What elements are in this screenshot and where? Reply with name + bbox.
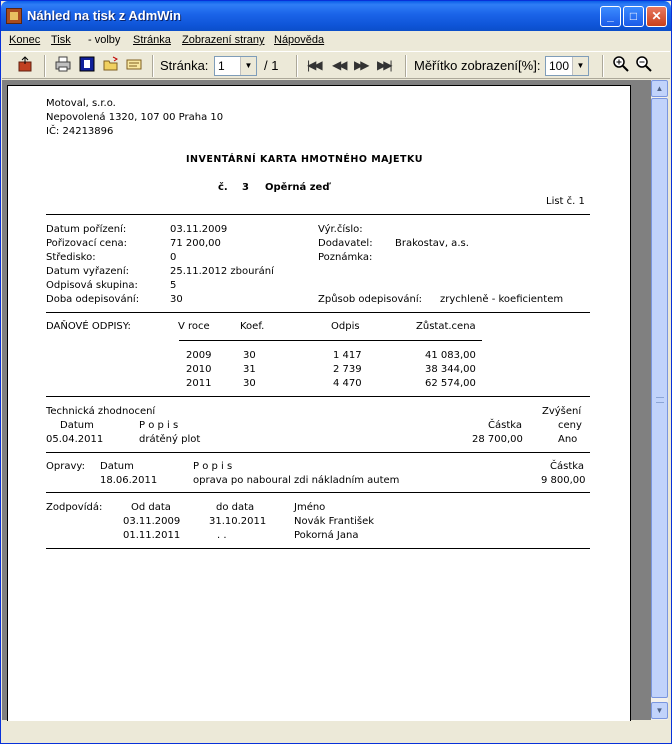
previous-page-icon[interactable]: ◀◀ [332, 58, 345, 72]
table-cell: 18.06.2011 [100, 475, 158, 486]
toolbar-separator [602, 55, 604, 77]
toolbar [2, 51, 670, 79]
zoom-select-value: 100 [549, 59, 570, 73]
last-page-icon[interactable]: ▶▶| [377, 58, 390, 72]
menu-stranka[interactable] [133, 34, 171, 46]
column-header: V roce [178, 321, 210, 332]
menu-bar [2, 31, 670, 51]
number-prefix: č. [218, 182, 228, 193]
vertical-scrollbar[interactable] [651, 80, 668, 720]
field-value: 71 200,00 [170, 238, 221, 249]
zoom-label: Měřítko zobrazení[%]: [414, 58, 541, 73]
table-cell: 9 800,00 [541, 475, 586, 486]
divider [46, 312, 590, 313]
divider [46, 452, 590, 453]
field-value: zrychleně - koeficientem [440, 294, 564, 305]
company-ic: IČ: 24213896 [46, 126, 114, 137]
menu-napoveda-label: Nápověda [274, 34, 325, 46]
company-name: Motoval, s.r.o. [46, 98, 116, 109]
close-button[interactable]: ✕ [646, 6, 667, 27]
table-cell: 28 700,00 [472, 434, 523, 445]
field-label: Doba odepisování: [46, 294, 140, 305]
opravy-label: Opravy: [46, 461, 85, 472]
zhodnoceni-label: Technická zhodnocení [46, 406, 156, 417]
table-cell: 38 344,00 [425, 364, 476, 375]
toolbar-separator [296, 55, 298, 77]
company-address: Nepovolená 1320, 107 00 Praha 10 [46, 112, 224, 123]
divider [179, 340, 482, 341]
page-select-value: 1 [218, 59, 225, 73]
menu-stranka-label: Stránka [133, 34, 171, 46]
field-label: Středisko: [46, 252, 96, 263]
table-cell: 01.11.2011 [123, 530, 181, 541]
column-header: Koef. [240, 321, 265, 332]
column-header: ceny [558, 420, 582, 431]
table-cell: 62 574,00 [425, 378, 476, 389]
table-cell: 31.10.2011 [209, 516, 267, 527]
menu-zobrazeni-label: Zobrazení strany [182, 34, 265, 46]
printer-settings-icon[interactable] [78, 55, 96, 75]
minimize-button[interactable]: _ [600, 6, 621, 27]
zoom-out-icon[interactable] [635, 55, 653, 75]
document-heading: INVENTÁRNÍ KARTA HMOTNÉHO MAJETKU [186, 154, 423, 165]
field-value: 30 [170, 294, 183, 305]
open-file-icon[interactable] [102, 55, 120, 75]
field-label: Pořizovací cena: [46, 238, 128, 249]
table-cell: Novák František [294, 516, 375, 527]
field-label: Odpisová skupina: [46, 280, 138, 291]
page-label: Stránka: [160, 58, 209, 73]
table-cell: 30 [243, 350, 256, 361]
chevron-down-icon[interactable]: ▼ [240, 57, 256, 75]
maximize-button[interactable]: □ [623, 6, 644, 27]
window-title: Náhled na tisk z AdmWin [27, 8, 181, 23]
print-icon[interactable] [54, 55, 72, 75]
field-value: 03.11.2009 [170, 224, 228, 235]
table-cell: 2011 [186, 378, 212, 389]
column-header: Odpis [331, 321, 360, 332]
column-header: P o p i s [193, 461, 233, 472]
table-cell: 2010 [186, 364, 212, 375]
table-cell: 1 417 [333, 350, 362, 361]
asset-number: 3 [242, 182, 249, 193]
email-icon[interactable] [125, 55, 143, 75]
field-label: Datum pořízení: [46, 224, 127, 235]
table-cell: Ano [558, 434, 578, 445]
list-number: List č. 1 [546, 196, 585, 207]
field-value: 5 [170, 280, 177, 291]
toolbar-separator [44, 55, 46, 77]
table-cell: 4 470 [333, 378, 362, 389]
table-cell: 41 083,00 [425, 350, 476, 361]
scroll-up-icon[interactable]: ▲ [651, 80, 668, 97]
table-cell: . . [217, 530, 227, 541]
column-header: P o p i s [139, 420, 179, 431]
column-header: Částka [550, 461, 584, 472]
column-header: do data [216, 502, 255, 513]
table-cell: 05.04.2011 [46, 434, 104, 445]
toolbar-separator [405, 55, 407, 77]
column-header: Datum [60, 420, 94, 431]
title-bar[interactable] [1, 1, 671, 31]
table-cell: 03.11.2009 [123, 516, 181, 527]
menu-zobrazeni[interactable] [182, 34, 265, 46]
zoom-select[interactable] [545, 56, 589, 76]
field-value: 0 [170, 252, 177, 263]
menu-tisk-label: Tisk [51, 34, 71, 46]
menu-napoveda[interactable] [274, 34, 324, 46]
menu-volby[interactable]: - volby [88, 34, 121, 46]
next-page-icon[interactable]: ▶▶ [354, 58, 367, 72]
chevron-down-icon[interactable]: ▼ [572, 57, 588, 75]
table-cell: 2009 [186, 350, 212, 361]
table-cell: 2 739 [333, 364, 362, 375]
field-value: Brakostav, a.s. [395, 238, 469, 249]
toolbar-separator [152, 55, 154, 77]
table-cell: 30 [243, 378, 256, 389]
divider [46, 492, 590, 493]
page-total: / 1 [264, 58, 279, 73]
status-bar [2, 721, 670, 743]
zoom-in-icon[interactable] [612, 55, 630, 75]
odpisy-label: DAŇOVÉ ODPISY: [46, 321, 131, 332]
field-label: Datum vyřazení: [46, 266, 129, 277]
table-cell: drátěný plot [139, 434, 201, 445]
table-cell: oprava po naboural zdi nákladním autem [193, 475, 400, 486]
column-header: Zůstat.cena [416, 321, 476, 332]
document-page [7, 85, 631, 725]
field-label: Výr.číslo: [318, 224, 363, 235]
table-cell: 31 [243, 364, 256, 375]
menu-tisk[interactable] [51, 34, 71, 46]
divider [46, 396, 590, 397]
exit-icon[interactable] [16, 55, 34, 75]
column-header: Jméno [294, 502, 326, 513]
field-value: 25.11.2012 zbourání [170, 266, 274, 277]
scroll-thumb[interactable] [651, 98, 668, 698]
column-header: Od data [131, 502, 171, 513]
menu-konec-label: Konec [9, 34, 41, 46]
column-header: Zvýšení [542, 406, 582, 417]
first-page-icon[interactable]: |◀◀ [307, 58, 320, 72]
divider [46, 548, 590, 549]
menu-konec[interactable] [9, 34, 40, 46]
app-icon [6, 8, 22, 24]
field-label: Způsob odepisování: [318, 294, 422, 305]
table-cell: Pokorná Jana [294, 530, 359, 541]
column-header: Částka [488, 420, 522, 431]
field-label: Dodavatel: [318, 238, 373, 249]
preview-area [2, 80, 652, 720]
asset-name: Opěrná zeď [265, 182, 330, 193]
column-header: Datum [100, 461, 134, 472]
field-label: Poznámka: [318, 252, 373, 263]
scroll-down-icon[interactable]: ▼ [651, 702, 668, 719]
zodpovida-label: Zodpovídá: [46, 502, 103, 513]
divider [46, 214, 590, 215]
page-select[interactable] [214, 56, 257, 76]
grip-icon [656, 397, 664, 403]
